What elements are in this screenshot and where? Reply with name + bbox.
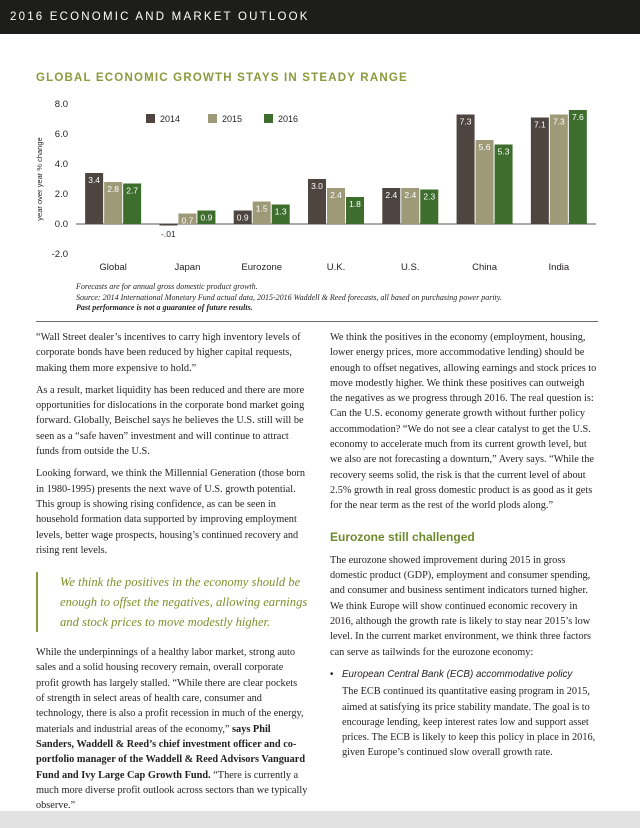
data-label: 5.6 (478, 142, 491, 152)
chart-note-source: Source: 2014 International Monetary Fund actual data, 2015-2016 Waddell & Reed forecasts, all based on purchasing power parity. (76, 292, 502, 302)
paragraph: The eurozone showed improvement during 2015 in gross domestic product (GDP), employment and consumer spending, and consumer and business sentiment indicators turned higher. We think Europe will show continued economic recovery in 2016, although the growth rate is likely to stay near 2015’s low level. In the current market environment, we think three factors can serve as tailwinds for the eurozone economy: (330, 554, 592, 658)
data-label: 1.8 (349, 199, 361, 209)
x-tick-label: Eurozone (241, 262, 283, 273)
paragraph: “Wall Street dealer’s incentives to carry high inventory levels of corporate bonds have been reduced by higher capital requests, making them more expensive to hold.” (36, 332, 301, 374)
paragraph-text: “There is currently a much more diverse profit outlook across sectors than we typically observe.” (36, 769, 308, 812)
y-axis-label: year over year % change (35, 137, 44, 221)
legend-label: 2015 (222, 114, 243, 124)
left-column (36, 330, 308, 820)
x-tick-label: U.K. (326, 262, 346, 273)
y-tick-label: 2.0 (54, 189, 68, 200)
section-divider (36, 321, 598, 322)
data-label: 2.4 (385, 190, 398, 200)
chart-notes (76, 282, 502, 314)
paragraph-text: While the underpinnings of a healthy labor market, strong auto sales and a solid housing recovery remain, overall corporate profit growth has largely stalled. “While there are clear pockets of strength in select areas of health care, consumer and technology, there is also a profit recession in much of the energy, materials and industrial areas of the economy,” (36, 647, 304, 735)
bar-2014-Japan (159, 224, 177, 226)
paragraph: We think the positives in the economy (employment, housing, lower energy prices, more accommodative lending) should be enough to offset negatives, allowing earnings and stock prices to move modestly higher. We think these positives can outweigh the negatives as we progress through 2016. The real question is: Can the U.S. economy generate growth without further policy accommodation? “We do not see a clear catalyst to get the U.S. economy to accelerate much from its current growth level, but we also are not forecasting a downturn,” Avery says. “While the recovery seems solid, the risk is that the current level of about 2.5% growth in real gross domestic product is as good as it gets for the near term as the rest of the world plods along.” (330, 332, 597, 512)
data-label: 2.4 (404, 190, 417, 200)
bullet-body: The ECB continued its quantitative easing program in 2015, aimed at satisfying its price stability mandate. The goal is to encourage lending, keep interest rates low and support asset prices. The ECB is likely to keep this policy in place in 2016, given Europe’s continued slow overall growth rate. (342, 686, 596, 759)
data-label: 2.4 (330, 190, 342, 200)
header-band (0, 0, 640, 34)
chart-note-disclaimer: Past performance is not a guarantee of future results. (76, 303, 253, 312)
legend-swatch-2014 (146, 114, 155, 123)
bar-chart (30, 92, 600, 280)
legend-swatch-2016 (264, 114, 273, 123)
data-label: 1.3 (274, 206, 287, 217)
data-label: 2.3 (423, 191, 436, 202)
data-label: 7.3 (459, 116, 472, 127)
bar-2014-China (457, 115, 475, 225)
data-label: 0.7 (181, 215, 194, 226)
x-tick-label: China (472, 262, 497, 273)
data-label: 7.3 (552, 116, 565, 127)
data-label: 7.1 (533, 119, 546, 130)
right-column (330, 330, 598, 761)
bullet-title: • European Central Bank (ECB) accommodative policy (330, 667, 598, 682)
y-tick-label: 8.0 (54, 99, 68, 110)
chart-note-forecast: Forecasts are for annual gross domestic product growth. (76, 282, 258, 291)
y-tick-label: 4.0 (54, 159, 68, 170)
bar-2015-China (476, 140, 494, 224)
data-label: 2.7 (126, 185, 139, 196)
footer-band (0, 811, 640, 828)
pull-quote: We think the positives in the economy should be enough to offset the negatives, allowing earnings and stock prices to move modestly higher. (36, 572, 308, 632)
paragraph-bold-text: says Phil Sanders, Waddell & Reed’s chief investment officer and co-portfolio manager of the Waddell & Reed Advisors Vanguard Fund and Ivy Large Cap Growth Fund. (36, 723, 306, 781)
data-label: -.01 (161, 229, 176, 239)
paragraph (36, 645, 308, 813)
data-label: 0.9 (236, 212, 249, 223)
legend-swatch-2015 (208, 114, 217, 123)
x-tick-label: Japan (174, 262, 201, 273)
data-label: 5.3 (497, 146, 510, 157)
section-subhead: Eurozone still challenged (330, 529, 475, 544)
data-label: 2.8 (107, 184, 120, 194)
bar-2015-India (550, 115, 568, 225)
y-tick-label: 0.0 (54, 219, 68, 230)
data-label: 1.5 (255, 203, 268, 214)
bar-2016-India (569, 110, 587, 224)
paragraph: As a result, market liquidity has been reduced and there are more opportunities for dislocations in the corporate bond market going forward. Globally, Beischel says he believes the U.S. still will be seen as a “safe haven” investment and will continue to attract funds from outside the U.S. (36, 384, 305, 458)
data-label: 0.9 (200, 212, 213, 223)
data-label: 3.4 (88, 175, 101, 185)
data-label: 3.0 (311, 181, 323, 191)
x-tick-label: India (548, 262, 570, 273)
paragraph: Looking forward, we think the Millennial Generation (those born in 1980-1995) presents the next wave of U.S. growth potential. This group is showing rising confidence, as can be seen in household formation data supported by improving employment levels, better wage prospects, housing’s continued recovery and rising rent levels. (36, 468, 306, 556)
x-tick-label: U.S. (401, 262, 420, 273)
x-tick-label: Global (99, 262, 127, 273)
bar-2014-India (531, 118, 549, 225)
y-tick-label: 6.0 (54, 129, 68, 140)
chart-title: GLOBAL ECONOMIC GROWTH STAYS IN STEADY RANGE (36, 72, 408, 84)
header-title: 2016 ECONOMIC AND MARKET OUTLOOK (10, 11, 310, 23)
legend-label: 2014 (160, 114, 181, 124)
data-label: 7.6 (571, 112, 584, 122)
y-tick-label: -2.0 (51, 249, 68, 260)
legend-label: 2016 (278, 114, 299, 124)
